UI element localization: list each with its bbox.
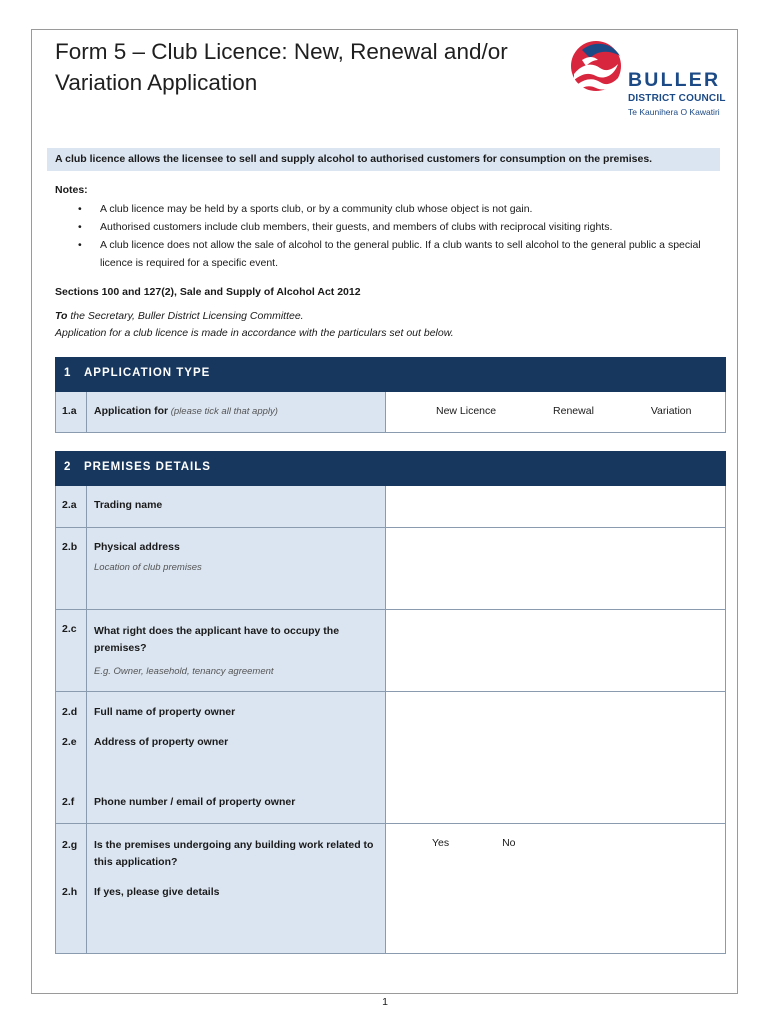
- form-title: [55, 36, 575, 98]
- logo-maori-name: Te Kaunihera O Kawatiri: [628, 107, 720, 117]
- row-number: 1.a: [56, 392, 87, 433]
- option-no[interactable]: No: [502, 837, 516, 849]
- intro-banner: A club licence allows the licensee to sell and supply alcohol to authorised customers for consumption on the premises.: [47, 148, 720, 171]
- owner-contact-label: Phone number / email of property owner: [94, 796, 296, 808]
- owner-address-label: Address of property owner: [94, 736, 229, 748]
- to-text: the Secretary, Buller District Licensing Committee.: [67, 310, 304, 322]
- building-work-labels: [87, 824, 386, 954]
- notes-label: Notes:: [55, 184, 88, 196]
- tick-hint: (please tick all that apply): [168, 406, 278, 417]
- application-type-options: [386, 392, 726, 433]
- owner-name-label: Full name of property owner: [94, 706, 236, 718]
- row-number: 2.b: [56, 528, 87, 610]
- notes-list: [100, 200, 720, 272]
- logo-subtitle: DISTRICT COUNCIL: [628, 93, 726, 104]
- trading-name-label: Trading name: [87, 486, 386, 528]
- row-number: 2.c: [56, 610, 87, 692]
- occupancy-right-label: What right does the applicant have to occupy the premises? E.g. Owner, leasehold, tenancy agreement: [87, 610, 386, 692]
- building-work-field: [386, 824, 726, 954]
- row-numbers-def: 2.d 2.e 2.f: [56, 692, 87, 824]
- row-numbers-gh: 2.g 2.h: [56, 824, 87, 954]
- option-variation[interactable]: Variation: [650, 405, 692, 417]
- row-label: [87, 392, 386, 433]
- addressee-block: [55, 308, 454, 342]
- physical-address-field[interactable]: [386, 528, 726, 610]
- option-yes[interactable]: Yes: [432, 837, 450, 849]
- occupancy-right-field[interactable]: [386, 610, 726, 692]
- logo-wordmark: BULLER: [628, 69, 721, 91]
- physical-address-hint: Location of club premises: [94, 562, 202, 573]
- premises-details-table: [55, 451, 726, 954]
- section-1-heading: 1 APPLICATION TYPE: [56, 358, 726, 392]
- option-new-licence[interactable]: New Licence: [436, 405, 497, 417]
- building-work-label: Is the premises undergoing any building work related to this application?: [94, 839, 374, 868]
- occupancy-right-hint: E.g. Owner, leasehold, tenancy agreement: [94, 666, 274, 677]
- details-label: If yes, please give details: [94, 886, 220, 898]
- title-line-2: Variation Application: [55, 70, 258, 95]
- application-for-label: Application for: [94, 405, 169, 417]
- physical-address-label: Physical address Location of club premises: [87, 528, 386, 610]
- option-renewal[interactable]: Renewal: [553, 405, 594, 417]
- note-item: • A club licence may be held by a sports club, or by a community club whose object is not gain.: [100, 200, 720, 218]
- trading-name-field[interactable]: [386, 486, 726, 528]
- legal-sections: Sections 100 and 127(2), Sale and Supply of Alcohol Act 2012: [55, 286, 361, 298]
- application-type-table: [55, 357, 726, 433]
- application-line: Application for a club licence is made in accordance with the particulars set out below.: [55, 327, 454, 339]
- property-owner-labels: [87, 692, 386, 824]
- page-number: 1: [382, 996, 388, 1008]
- row-number: 2.a: [56, 486, 87, 528]
- note-item: • A club licence does not allow the sale of alcohol to the general public. If a club wants to sell alcohol to the general public a special licence is required for a specific event.: [100, 236, 720, 272]
- note-item: • Authorised customers include club members, their guests, and members of clubs with reciprocal visiting rights.: [100, 218, 720, 236]
- title-line-1: Form 5 – Club Licence: New, Renewal and/or: [55, 39, 508, 64]
- property-owner-field[interactable]: [386, 692, 726, 824]
- section-2-heading: 2 PREMISES DETAILS: [56, 452, 726, 486]
- to-label: To: [55, 310, 68, 322]
